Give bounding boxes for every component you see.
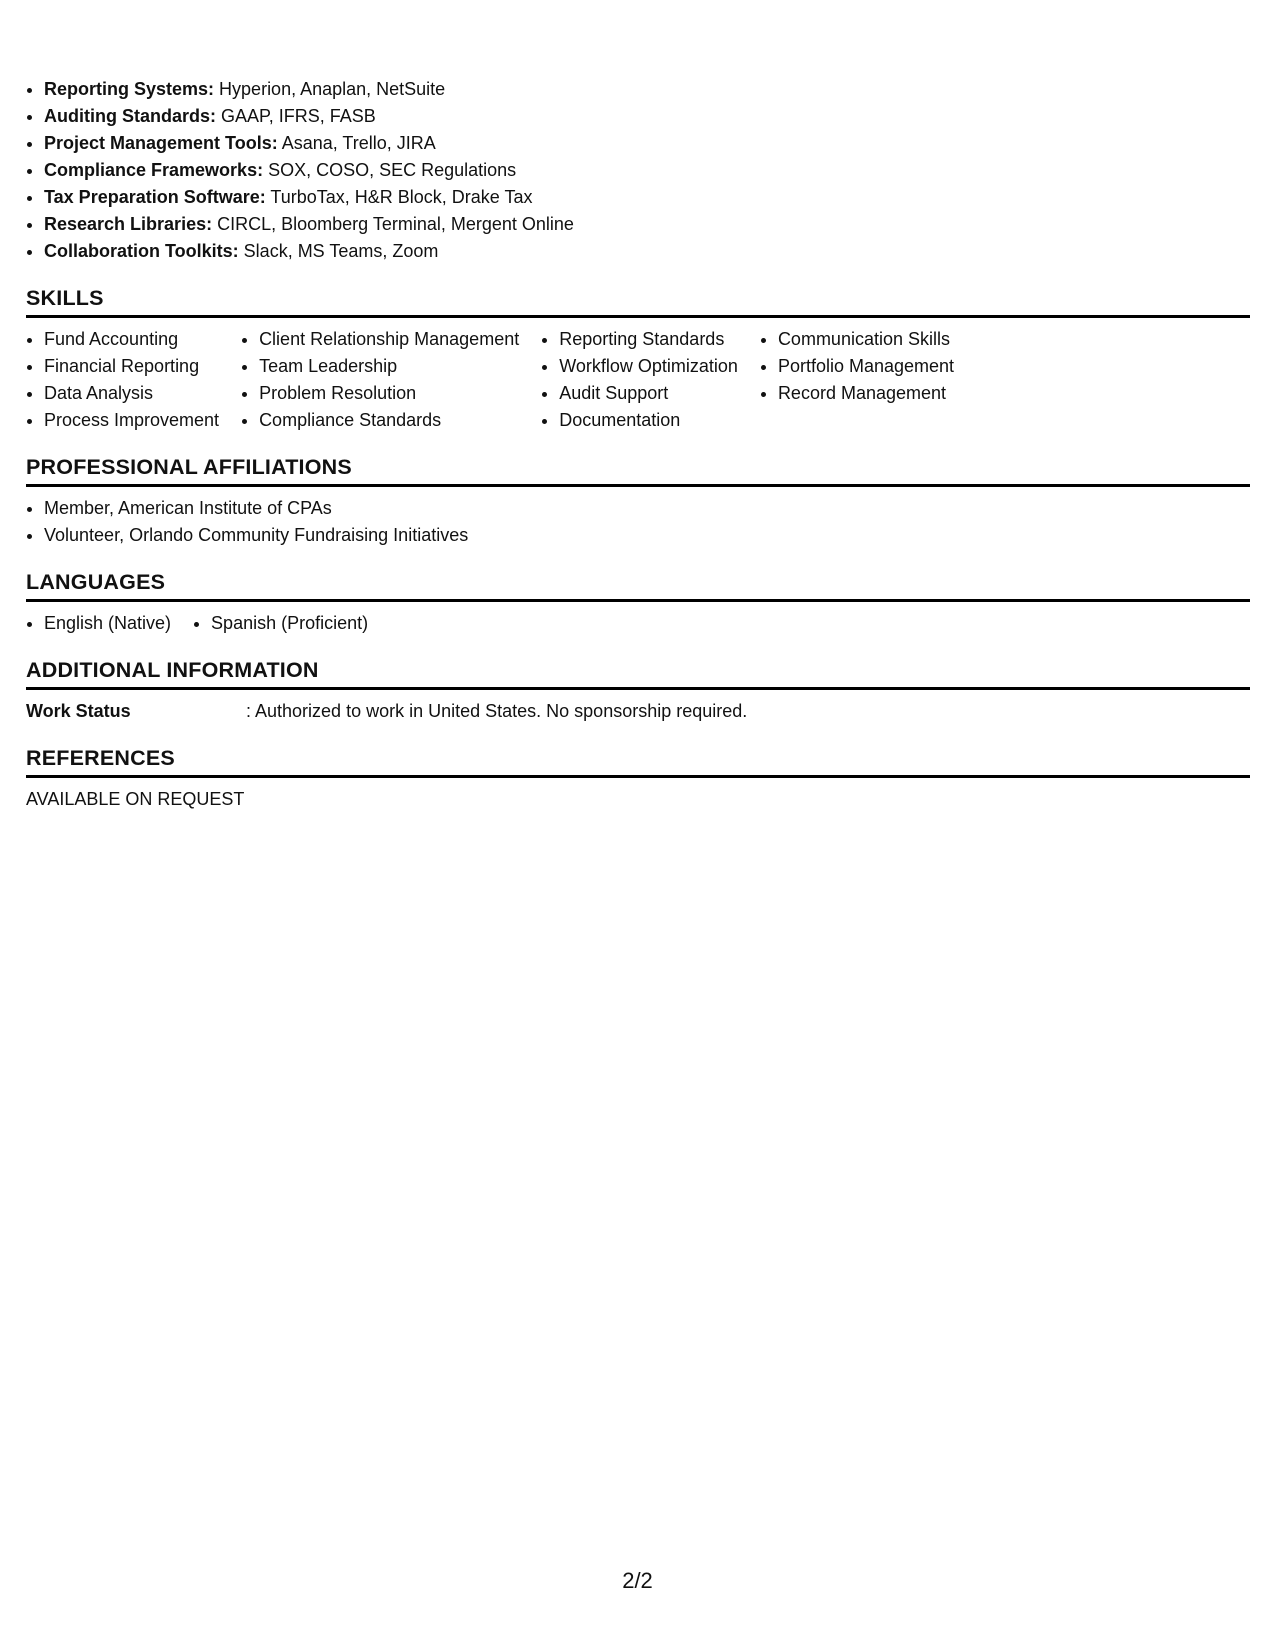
language-item: • English (Native)	[44, 610, 171, 637]
skill-item: • Team Leadership	[259, 353, 519, 380]
skills-column	[241, 326, 519, 434]
skill-item: • Reporting Standards	[559, 326, 738, 353]
skills-column	[760, 326, 954, 434]
section-title: REFERENCES	[26, 745, 1250, 778]
skills-columns	[26, 318, 1250, 434]
affiliation-item: • Member, American Institute of CPAs	[44, 495, 1250, 522]
tools-item	[44, 130, 1250, 157]
page-number: 2/2	[622, 1568, 653, 1593]
skill-item: • Audit Support	[559, 380, 738, 407]
skill-item: • Record Management	[778, 380, 954, 407]
skill-item: • Portfolio Management	[778, 353, 954, 380]
section-title: SKILLS	[26, 285, 1250, 318]
skill-item: • Documentation	[559, 407, 738, 434]
tools-item-value: CIRCL, Bloomberg Terminal, Mergent Online	[212, 214, 574, 234]
references-section	[26, 745, 1250, 813]
skills-section	[26, 285, 1250, 434]
skill-item: • Financial Reporting	[44, 353, 219, 380]
affiliation-item: • Volunteer, Orlando Community Fundraising Initiatives	[44, 522, 1250, 549]
tools-item-label: Compliance Frameworks:	[44, 160, 264, 180]
tools-item	[44, 76, 1250, 103]
section-title: LANGUAGES	[26, 569, 1250, 602]
skill-item: • Problem Resolution	[259, 380, 519, 407]
tools-item-label: Tax Preparation Software:	[44, 187, 266, 207]
skills-column	[26, 326, 219, 434]
tools-item-value: TurboTax, H&R Block, Drake Tax	[265, 187, 533, 207]
tools-item-value: GAAP, IFRS, FASB	[216, 106, 376, 126]
info-row	[26, 698, 1250, 725]
affiliations-section	[26, 454, 1250, 549]
tools-item-value: Hyperion, Anaplan, NetSuite	[214, 79, 446, 99]
tools-list	[26, 76, 1250, 265]
references-text: AVAILABLE ON REQUEST	[26, 789, 245, 809]
tools-item	[44, 238, 1250, 265]
tools-item-value: Asana, Trello, JIRA	[277, 133, 436, 153]
additional-section	[26, 657, 1250, 725]
tools-item	[44, 157, 1250, 184]
skill-item: • Workflow Optimization	[559, 353, 738, 380]
tools-item-label: Auditing Standards:	[44, 106, 216, 126]
skills-column	[541, 326, 738, 434]
skill-item: • Communication Skills	[778, 326, 954, 353]
tools-item-label: Reporting Systems:	[44, 79, 215, 99]
section-title: PROFESSIONAL AFFILIATIONS	[26, 454, 1250, 487]
skill-item: • Fund Accounting	[44, 326, 219, 353]
language-column	[193, 610, 368, 637]
skill-item: • Data Analysis	[44, 380, 219, 407]
tools-item	[44, 103, 1250, 130]
language-item: • Spanish (Proficient)	[211, 610, 368, 637]
tools-item-value: SOX, COSO, SEC Regulations	[263, 160, 517, 180]
skill-item: • Process Improvement	[44, 407, 219, 434]
languages-list	[26, 602, 1250, 637]
section-title: ADDITIONAL INFORMATION	[26, 657, 1250, 690]
affiliations-list	[26, 495, 1250, 549]
skill-item: • Compliance Standards	[259, 407, 519, 434]
languages-section	[26, 569, 1250, 637]
tools-item	[44, 184, 1250, 211]
tools-item-label: Research Libraries:	[44, 214, 213, 234]
tools-item-value: Slack, MS Teams, Zoom	[238, 241, 439, 261]
resume-page	[26, 76, 1250, 813]
info-value: : Authorized to work in United States. No sponsorship required.	[246, 701, 748, 721]
tools-item-label: Project Management Tools:	[44, 133, 278, 153]
skill-item: • Client Relationship Management	[259, 326, 519, 353]
language-column	[26, 610, 171, 637]
tools-item-label: Collaboration Toolkits:	[44, 241, 239, 261]
info-key: Work Status	[26, 701, 131, 721]
tools-item	[44, 211, 1250, 238]
